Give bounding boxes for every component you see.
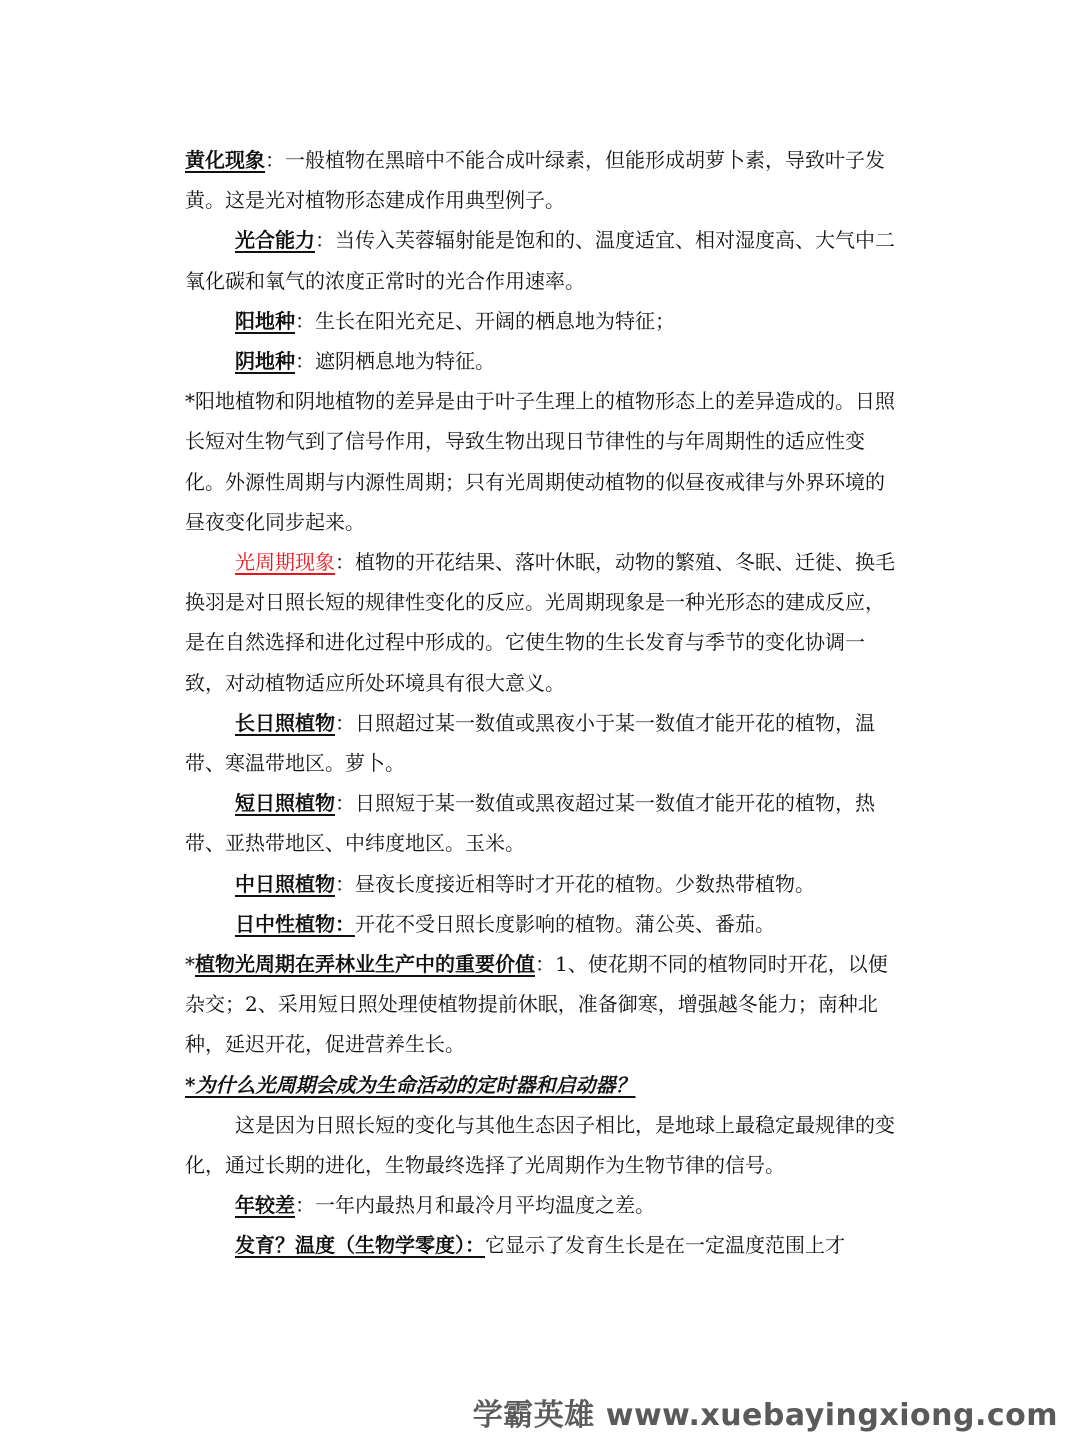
paragraph-answer (185, 1105, 895, 1185)
body-text: *阳地植物和阴地植物的差异是由于叶子生理上的植物形态上的差异造成的。日照长短对生物气到了信号作用，导致生物出现日节律性的与年周期性的适应性变化。外源性周期与内源性周期；只有光周期使动植物的似昼夜戒律与外界环境的昼夜变化同步起来。 (185, 389, 895, 534)
paragraph-long-day-plants (185, 703, 895, 783)
separator: ： (315, 228, 335, 253)
term-long-day-plants: 长日照植物 (235, 710, 335, 735)
paragraph-shade-species (185, 341, 895, 381)
body-text: 这是因为日照长短的变化与其他生态因子相比，是地球上最稳定最规律的变化，通过长期的进化，生物最终选择了光周期作为生物节律的信号。 (185, 1112, 895, 1178)
paragraph-sun-species (185, 301, 895, 341)
definition-text: 植物的开花结果、落叶休眠，动物的繁殖、冬眠、迁徙、换毛换羽是对日照长短的规律性变化的反应。光周期现象是一种光形态的建成反应，是在自然选择和进化过程中形成的。它使生物的生长发育与季节的变化协调一致，对动植物适应所处环境具有很大意义。 (185, 550, 895, 695)
separator: ： (335, 550, 355, 575)
separator: ： (335, 710, 355, 735)
definition-text: 昼夜长度接近相等时才开花的植物。少数热带植物。 (355, 871, 815, 896)
separator: ： (535, 952, 555, 977)
separator: ： (265, 148, 285, 172)
paragraph-photoperiodism (185, 542, 895, 703)
term-photosynthetic-capacity: 光合能力 (235, 228, 315, 253)
definition-text: 当传入芙蓉辐射能是饱和的、温度适宜、相对湿度高、大气中二氧化碳和氧气的浓度正常时的光合作用速率。 (185, 228, 895, 293)
separator: ： (295, 349, 315, 374)
paragraph-photosynthetic-capacity (185, 220, 895, 300)
paragraph-photoperiod-value (185, 944, 895, 1065)
term-photoperiodism: 光周期现象 (235, 550, 335, 575)
site-watermark: 学霸英雄 www.xuebayingxiong.com (472, 1398, 1058, 1433)
question-heading: *为什么光周期会成为生命活动的定时器和启动器？ (185, 1072, 636, 1097)
term-photoperiod-value: 植物光周期在弄林业生产中的重要价值 (195, 952, 535, 977)
term-day-neutral-plants: 日中性植物： (235, 911, 355, 936)
separator: ： (335, 871, 355, 896)
definition-text: 一般植物在黑暗中不能合成叶绿素，但能形成胡萝卜素，导致叶子发黄。这是光对植物形态建成作用典型例子。 (185, 148, 885, 213)
separator: ： (295, 308, 315, 333)
separator: ： (335, 791, 355, 816)
paragraph-question-heading (185, 1065, 895, 1105)
paragraph-annual-range (185, 1185, 895, 1225)
term-etiolation: 黄化现象 (185, 148, 265, 172)
paragraph-short-day-plants (185, 783, 895, 863)
term-short-day-plants: 短日照植物 (235, 791, 335, 816)
separator: ： (295, 1193, 315, 1218)
paragraph-sun-shade-difference (185, 381, 895, 542)
paragraph-intermediate-day-plants (185, 864, 895, 904)
paragraph-development-temperature (185, 1225, 895, 1265)
paragraph-day-neutral-plants (185, 904, 895, 944)
definition-text: 生长在阳光充足、开阔的栖息地为特征； (315, 308, 675, 333)
paragraph-etiolation (185, 140, 895, 220)
definition-text: 日照短于某一数值或黑夜超过某一数值才能开花的植物，热带、亚热带地区、中纬度地区。玉米。 (185, 791, 875, 856)
definition-text: 一年内最热月和最冷月平均温度之差。 (315, 1193, 655, 1218)
term-sun-species: 阳地种 (235, 308, 295, 333)
term-development-temperature: 发育？温度（生物学零度）： (235, 1233, 485, 1258)
term-shade-species: 阴地种 (235, 349, 295, 374)
document-page (185, 140, 895, 1266)
definition-text: 日照超过某一数值或黑夜小于某一数值才能开花的植物，温带、寒温带地区。萝卜。 (185, 710, 875, 776)
definition-text: 遮阴栖息地为特征。 (315, 349, 495, 374)
definition-text: 开花不受日照长度影响的植物。蒲公英、番茄。 (355, 911, 775, 936)
definition-text: 它显示了发育生长是在一定温度范围上才 (485, 1233, 845, 1258)
definition-text: 1、使花期不同的植物同时开花，以便杂交；2、采用短日照处理使植物提前休眠，准备御寒，增强越冬能力；南种北种，延迟开花，促进营养生长。 (185, 952, 888, 1057)
term-intermediate-day-plants: 中日照植物 (235, 871, 335, 896)
asterisk-marker: * (185, 952, 195, 977)
term-annual-range: 年较差 (235, 1193, 295, 1218)
